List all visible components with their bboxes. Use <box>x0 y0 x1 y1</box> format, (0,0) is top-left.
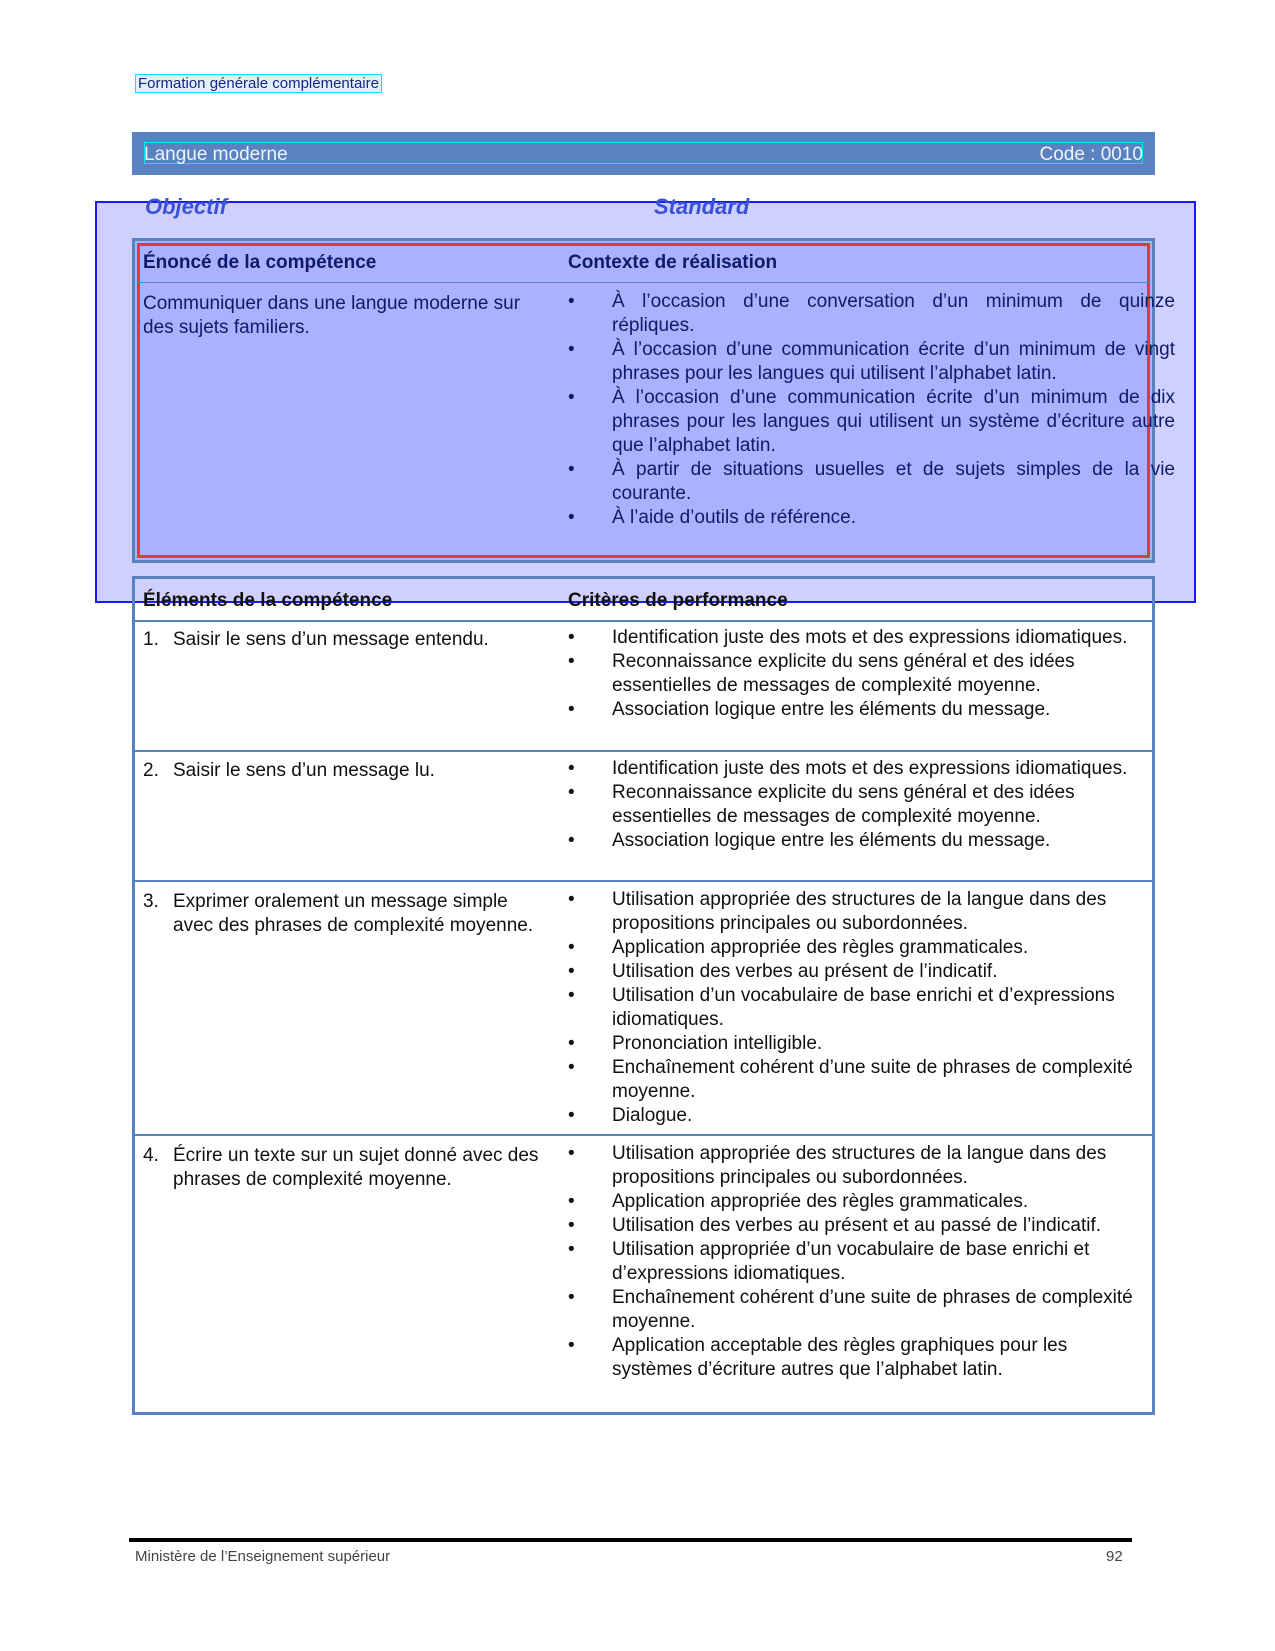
criterion-item: • Utilisation appropriée d’un vocabulaire de base enrichi et d’expressions idiomatiques. <box>568 1238 1152 1286</box>
criterion-item: • Utilisation des verbes au présent de l’indicatif. <box>568 960 1152 984</box>
program-header: Formation générale complémentaire <box>135 74 382 93</box>
criteria-list-1 <box>568 626 1152 722</box>
element-row-4 <box>143 1144 543 1192</box>
criterion-item: • Identification juste des mots et des expressions idiomatiques. <box>568 757 1152 781</box>
row-divider <box>132 750 1155 752</box>
criterion-item: • Dialogue. <box>568 1104 1152 1128</box>
criteria-list-3 <box>568 888 1152 1128</box>
course-code: Code : 0010 <box>1039 144 1143 165</box>
criterion-item: • Application appropriée des règles grammaticales. <box>568 936 1152 960</box>
criterion-item: • Utilisation appropriée des structures de la langue dans des propositions principales ou subordonnées. <box>568 1142 1152 1190</box>
page-number: 92 <box>1106 1548 1123 1565</box>
element-number: 3. <box>143 891 159 912</box>
criteria-list-4 <box>568 1142 1152 1382</box>
criterion-item: • Utilisation des verbes au présent et au passé de l’indicatif. <box>568 1214 1152 1238</box>
criterion-item: • Application acceptable des règles graphiques pour les systèmes d’écriture autres que l’alphabet latin. <box>568 1334 1152 1382</box>
criteria-list-2 <box>568 757 1152 853</box>
element-text: Saisir le sens d’un message entendu. <box>173 629 489 650</box>
subject-title: Langue moderne <box>144 144 288 165</box>
criterion-item: • Application appropriée des règles grammaticales. <box>568 1190 1152 1214</box>
title-band <box>132 132 1155 175</box>
element-text: Exprimer oralement un message simple avec des phrases de complexité moyenne. <box>173 891 534 936</box>
context-item: • À l’occasion d’une communication écrite d’un minimum de vingt phrases pour les langues qui utilisent l’alphabet latin. <box>568 338 1175 386</box>
title-highlight <box>144 142 1143 164</box>
criterion-item: • Reconnaissance explicite du sens général et des idées essentielles de messages de complexité moyenne. <box>568 781 1152 829</box>
criterion-item: • Utilisation appropriée des structures de la langue dans des propositions principales ou subordonnées. <box>568 888 1152 936</box>
criterion-item: • Association logique entre les éléments du message. <box>568 698 1152 722</box>
criteria-heading: Critères de performance <box>568 590 788 611</box>
criterion-item: • Prononciation intelligible. <box>568 1032 1152 1056</box>
footer-ministry: Ministère de l’Enseignement supérieur <box>135 1548 391 1565</box>
criterion-item: • Utilisation d’un vocabulaire de base enrichi et d’expressions idiomatiques. <box>568 984 1152 1032</box>
criterion-item: • Enchaînement cohérent d’une suite de phrases de complexité moyenne. <box>568 1056 1152 1104</box>
element-row-2 <box>143 759 543 783</box>
elements-heading: Éléments de la compétence <box>143 590 393 611</box>
row-divider <box>132 880 1155 882</box>
criterion-item: • Reconnaissance explicite du sens général et des idées essentielles de messages de complexité moyenne. <box>568 650 1152 698</box>
element-text: Écrire un texte sur un sujet donné avec des phrases de complexité moyenne. <box>173 1145 539 1190</box>
criterion-item: • Identification juste des mots et des expressions idiomatiques. <box>568 626 1152 650</box>
context-list <box>568 290 1175 530</box>
element-text: Saisir le sens d’un message lu. <box>173 760 435 781</box>
competence-statement: Communiquer dans une langue moderne sur des sujets familiers. <box>143 293 521 338</box>
element-row-3 <box>143 890 543 938</box>
element-number: 4. <box>143 1145 159 1166</box>
criterion-item: • Enchaînement cohérent d’une suite de phrases de complexité moyenne. <box>568 1286 1152 1334</box>
criterion-item: • Association logique entre les éléments du message. <box>568 829 1152 853</box>
objective-label: Objectif <box>145 194 227 219</box>
element-row-1 <box>143 628 543 652</box>
context-item: • À partir de situations usuelles et de sujets simples de la vie courante. <box>568 458 1175 506</box>
context-heading: Contexte de réalisation <box>568 252 778 273</box>
row-divider <box>132 1134 1155 1136</box>
statement-heading: Énoncé de la compétence <box>143 252 377 273</box>
context-item: • À l’occasion d’une conversation d’un minimum de quinze répliques. <box>568 290 1175 338</box>
element-number: 1. <box>143 629 159 650</box>
competence-divider <box>137 282 1150 283</box>
element-number: 2. <box>143 760 159 781</box>
context-item: • À l’aide d’outils de référence. <box>568 506 1175 530</box>
context-item: • À l’occasion d’une communication écrite d’un minimum de dix phrases pour les langues qui utilisent un système d’écriture autre que l’alphabet latin. <box>568 386 1175 458</box>
row-divider <box>132 620 1155 622</box>
standard-label: Standard <box>654 194 750 219</box>
footer-rule <box>129 1538 1132 1542</box>
